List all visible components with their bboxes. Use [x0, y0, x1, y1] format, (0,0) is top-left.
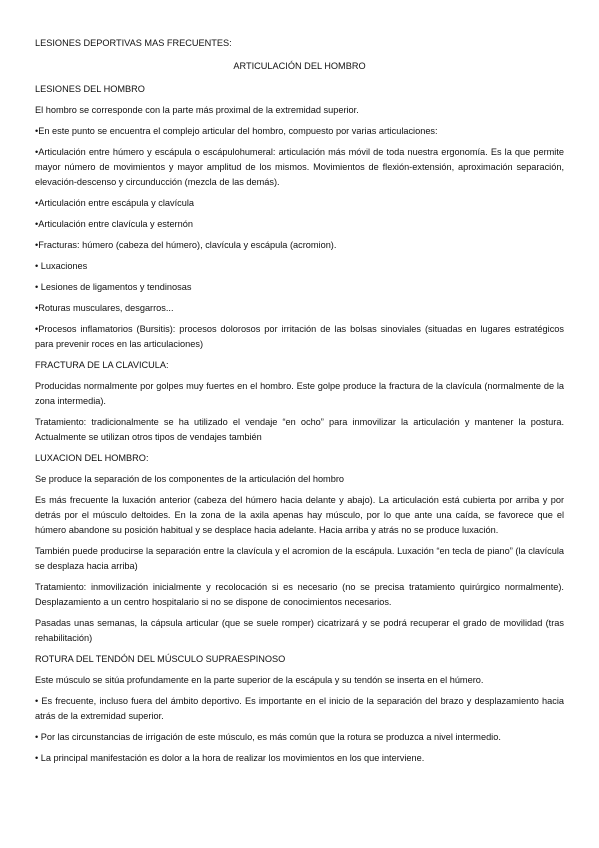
paragraph: Tratamiento: tradicionalmente se ha utilizado el vendaje “en ocho” para inmovilizar la articulación y mantener la postura. Actualmente se utilizan otros tipos de vendajes también	[35, 417, 564, 442]
bullet-item: •Articulación entre escápula y clavícula	[35, 198, 194, 208]
bullet-item: • Luxaciones	[35, 261, 88, 271]
heading-rotura-supraespinoso: ROTURA DEL TENDÓN DEL MÚSCULO SUPRAESPINOSO	[35, 654, 286, 664]
section-heading: ARTICULACIÓN DEL HOMBRO	[233, 61, 366, 71]
paragraph: El hombro se corresponde con la parte más proximal de la extremidad superior.	[35, 105, 359, 115]
bullet-item: •Procesos inflamatorios (Bursitis): procesos dolorosos por irritación de las bolsas sinoviales (situadas en lugares estratégicos para prevenir roces en las articulaciones)	[35, 324, 564, 349]
bullet-item: • Por las circunstancias de irrigación de este músculo, es más común que la rotura se produzca a nivel intermedio.	[35, 732, 501, 742]
bullet-item: •Articulación entre húmero y escápula o escápulohumeral: articulación más móvil de toda nuestra ergonomía. Es la que permite mayor número de movimientos y mayor amplitud de los mismos. Movimientos de flexión-extensión, aproximación separación, elevación-descenso y circunducción (mezcla de las demás).	[35, 147, 564, 187]
bullet-item: •Articulación entre clavícula y esternón	[35, 219, 193, 229]
document-title: LESIONES DEPORTIVAS MAS FRECUENTES:	[35, 38, 232, 48]
bullet-item: • Lesiones de ligamentos y tendinosas	[35, 282, 192, 292]
paragraph: Pasadas unas semanas, la cápsula articular (que se suele romper) cicatrizará y se podrá recuperar el grado de movilidad (tras rehabilitación)	[35, 618, 564, 643]
paragraph: También puede producirse la separación entre la clavícula y el acromion de la escápula. Luxación “en tecla de piano” (la clavícula se desplaza hacia arriba)	[35, 546, 564, 571]
paragraph: Se produce la separación de los componentes de la articulación del hombro	[35, 474, 344, 484]
bullet-item: • Es frecuente, incluso fuera del ámbito deportivo. Es importante en el inicio de la separación del brazo y desplazamiento hacia atrás de la extremidad superior.	[35, 696, 564, 721]
paragraph: Producidas normalmente por golpes muy fuertes en el hombro. Este golpe produce la fractura de la clavícula (normalmente de la zona intermedia).	[35, 381, 564, 406]
paragraph: Es más frecuente la luxación anterior (cabeza del húmero hacia delante y abajo). La articulación está cubierta por arriba y por detrás por el músculo deltoides. En la zona de la axila apenas hay músculo, por lo que ante una caída, se favorece que el húmero abandone su posición habitual y se desplace hacia adelante. Hacia arriba y atrás no se produce luxación.	[35, 495, 564, 535]
heading-lesiones-hombro: LESIONES DEL HOMBRO	[35, 84, 145, 94]
paragraph: Tratamiento: inmovilización inicialmente y recolocación si es necesario (no se precisa tratamiento quirúrgico normalmente). Desplazamiento a un centro hospitalario si no se dispone de conocimientos necesarios.	[35, 582, 564, 607]
paragraph: Este músculo se sitúa profundamente en la parte superior de la escápula y su tendón se inserta en el húmero.	[35, 675, 484, 685]
bullet-item: •Fracturas: húmero (cabeza del húmero), clavícula y escápula (acromion).	[35, 240, 337, 250]
document-body	[35, 36, 564, 772]
heading-luxacion-hombro: LUXACION DEL HOMBRO:	[35, 453, 149, 463]
heading-fractura-clavicula: FRACTURA DE LA CLAVICULA:	[35, 360, 169, 370]
bullet-item: • La principal manifestación es dolor a la hora de realizar los movimientos en los que interviene.	[35, 753, 425, 763]
bullet-item: •En este punto se encuentra el complejo articular del hombro, compuesto por varias articulaciones:	[35, 126, 438, 136]
bullet-item: •Roturas musculares, desgarros...	[35, 303, 174, 313]
